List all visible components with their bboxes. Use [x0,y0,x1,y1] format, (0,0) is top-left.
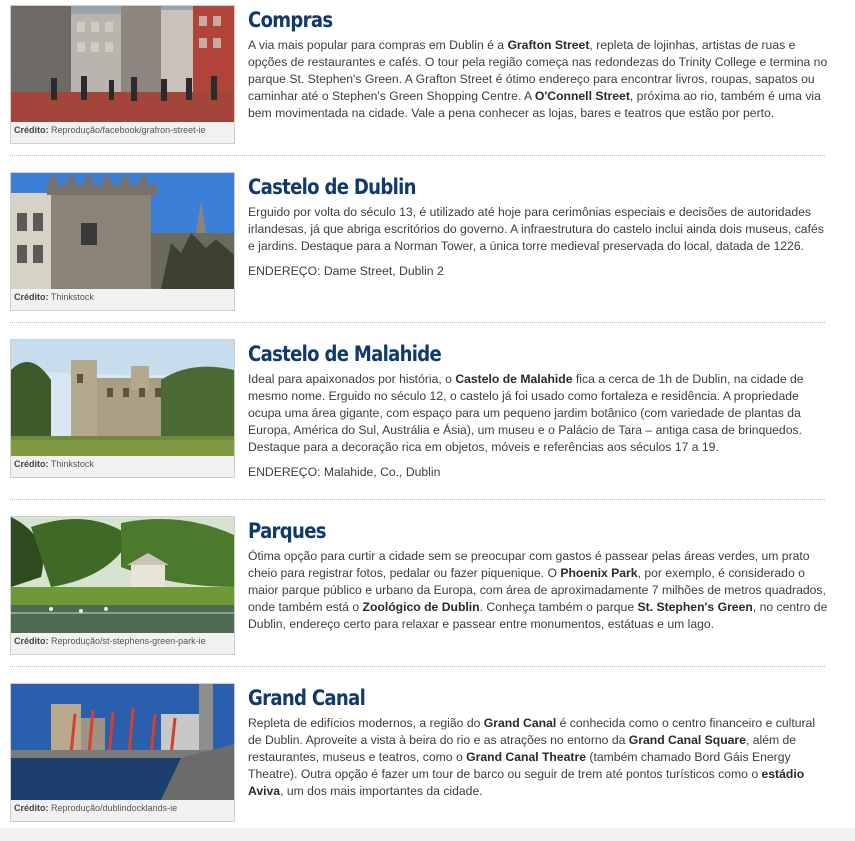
text-run: Erguido por volta do século 13, é utilizado até hoje para cerimônias especiais e decisões de autoridades irlandesas, já que abriga escritórios do governo. A infraestrutura do castelo inclui ainda dois museus, cafés e jardins. Destaque para a Norman Tower, a única torre medieval preservada do local, datada de 1226. [248,205,824,253]
text-run: , no centro de Dublin, endereço certo para relaxar e passear entre monumentos, estátuas e um lago. [248,600,828,631]
photo-figure [10,516,235,655]
attraction-body [248,683,828,800]
photo-malahide-castle[interactable] [11,340,234,456]
text-run: . Conheça também o parque [479,600,638,614]
attraction-body [248,172,828,280]
credit-source: Reprodução/st-stephens-green-park-ie [51,636,206,646]
credit-source: Reprodução/facebook/grafron-street-ie [51,125,206,135]
attraction-description [248,548,828,633]
attraction-description [248,37,828,122]
photo-grafton-street[interactable] [11,6,234,122]
attraction-address: ENDEREÇO: Dame Street, Dublin 2 [248,264,444,278]
highlighted-term: Grand Canal Square [628,733,746,747]
photo-figure [10,339,235,478]
text-run: (também chamado Bord Gáis Energy Theatre). Outra opção é fazer um tour de barco ou seguir de trem até pontos turísticos como o [248,750,791,781]
highlighted-term: Grafton Street [507,38,590,52]
divider [10,666,825,667]
highlighted-term: Phoenix Park [560,566,638,580]
photo-st-stephens-green[interactable] [11,517,234,633]
attraction-body [248,5,828,122]
attraction-description [248,715,828,800]
photo-credit [14,292,94,302]
photo-credit [14,459,94,469]
attraction-title: Parques [248,519,326,543]
text-run: Ótima opção para curtir a cidade sem se preocupar com gastos é passear pelas áreas verdes, um prato cheio para registrar fotos, pedalar ou fazer piquenique. O [248,549,810,580]
text-run: , além de restaurantes, museus e teatros, como o [248,733,797,764]
text-run: Ideal para apaixonados por história, o [248,372,456,386]
attraction-title: Compras [248,8,333,32]
credit-label: Crédito: [14,459,49,469]
photo-figure [10,683,235,822]
photo-credit [14,125,206,135]
highlighted-term: St. Stephen's Green [637,600,753,614]
photo-grand-canal[interactable] [11,684,234,800]
photo-credit [14,803,177,813]
attraction-title: Grand Canal [248,686,366,710]
highlighted-term: O'Connell Street [534,89,630,103]
photo-dublin-castle[interactable] [11,173,234,289]
attraction-address: ENDEREÇO: Malahide, Co., Dublin [248,465,441,479]
credit-source: Thinkstock [50,459,94,469]
text-run: , repleta de lojinhas, artistas de ruas e opções de restaurantes e cafés. O tour pela região começa nas redondezas do Trinity College e termina no parque St. Stephen's Green. A Grafton Street é ótimo endereço para encontrar livros, roupas, sapatos ou caminhar até o Stephen's Green Shopping Centre. A [248,38,828,103]
attraction-body [248,516,828,633]
highlighted-term: Grand Canal [483,716,557,730]
text-run: A via mais popular para compras em Dublin é a [248,38,508,52]
divider [10,155,825,156]
highlighted-term: Grand Canal Theatre [466,750,587,764]
photo-credit [14,636,206,646]
text-run: é conhecida como o centro financeiro e cultural de Dublin. Aproveite a vista à beira do rio e as atrações no entorno da [248,716,816,747]
photo-figure [10,172,235,311]
credit-source: Thinkstock [50,292,94,302]
attraction-title: Castelo de Dublin [248,175,416,199]
attraction-description [248,204,828,255]
credit-label: Crédito: [14,636,49,646]
text-run: , por exemplo, é considerado o maior parque público e urbano da Europa, com área de aproximadamente 7 milhões de metros quadrados, onde também está o [248,566,826,614]
credit-source: Reprodução/dublindocklands-ie [51,803,178,813]
divider [10,322,825,323]
text-run: , próxima ao rio, também é uma via bem movimentada na cidade. Vale a pena conhecer as lojas, bares e teatros que estão por perto. [248,89,821,120]
highlighted-term: estádio Aviva [248,767,805,798]
page-footer-strip [0,828,855,841]
text-run: fica a cerca de 1h de Dublin, na cidade de mesmo nome. Erguido no século 12, o castelo já foi usado como fortaleza e residência. A propriedade ocupa uma área gigante, com espaço para um pequeno jardim botânico (com variedade de plantas da Europa, América do Sul, Austrália e Ásia), um museu e o Palácio de Tara – antiga casa de brinquedos. Destaque para a decoração rica em objetos, móveis e referências aos séculos 17 a 19. [248,372,804,454]
credit-label: Crédito: [14,292,49,302]
photo-figure [10,5,235,144]
credit-label: Crédito: [14,125,49,135]
attraction-body [248,339,828,481]
highlighted-term: Zoológico de Dublin [362,600,480,614]
attraction-title: Castelo de Malahide [248,342,442,366]
text-run: , um dos mais importantes da cidade. [280,784,483,798]
divider [10,499,825,500]
highlighted-term: Castelo de Malahide [455,372,573,386]
credit-label: Crédito: [14,803,49,813]
text-run: Repleta de edifícios modernos, a região do [248,716,484,730]
attraction-description [248,371,828,456]
